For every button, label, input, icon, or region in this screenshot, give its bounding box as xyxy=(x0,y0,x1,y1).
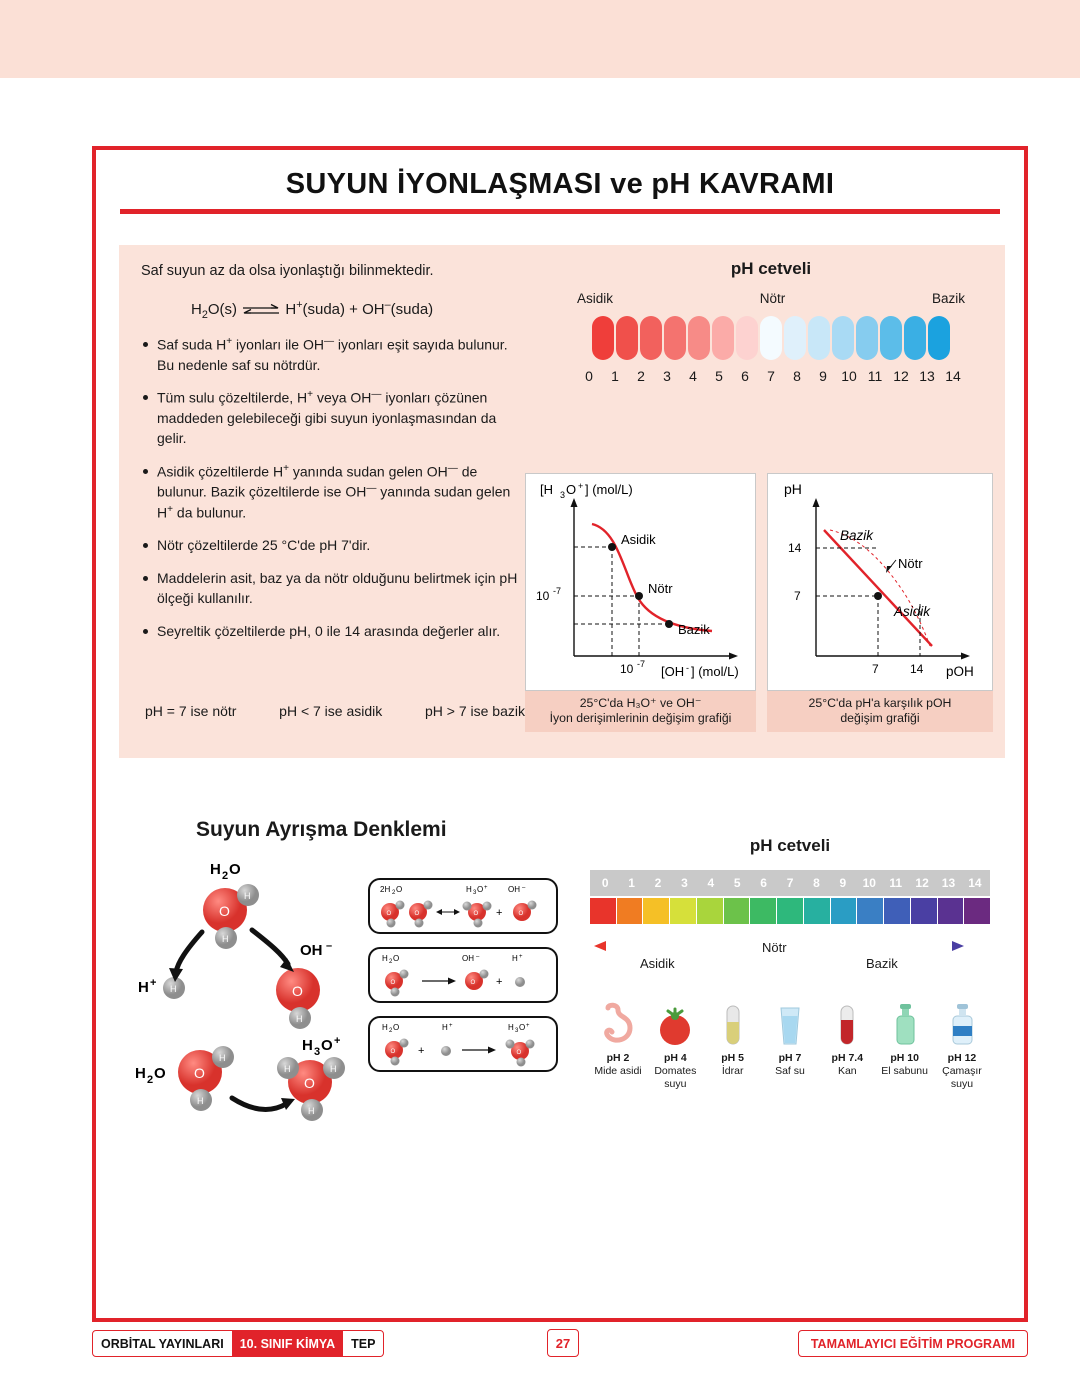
ph-color-cell-10 xyxy=(857,898,883,924)
list-item: Maddelerin asit, baz ya da nötr olduğunu belirtmek için pH ölçeği kullanılır. xyxy=(157,569,525,609)
ph-color-cell-11 xyxy=(884,898,910,924)
svg-text:O: O xyxy=(194,1065,205,1081)
main-content-panel xyxy=(119,245,1005,758)
svg-text:OH: OH xyxy=(300,942,323,959)
svg-text:pH: pH xyxy=(784,481,802,497)
page-title: SUYUN İYONLAŞMASI ve pH KAVRAMI xyxy=(285,168,835,200)
ph-scale-bottom-numbers xyxy=(590,870,990,896)
svg-text:H: H xyxy=(382,954,388,963)
ph-number-7: 7 xyxy=(767,368,775,384)
footer-left-badge xyxy=(92,1330,384,1357)
ph-item-name: El sabunu xyxy=(881,1065,928,1078)
water-ionization-equation: $H_2O(s)$ H+(suda) + OH–(suda) xyxy=(191,299,434,321)
page-footer xyxy=(92,1330,1028,1356)
svg-text:O: O xyxy=(516,1050,522,1056)
svg-text:H: H xyxy=(308,1106,315,1116)
label-acidik: Asidik xyxy=(577,291,614,306)
ph-color-cell-14 xyxy=(964,898,990,924)
svg-text:O: O xyxy=(229,861,241,878)
ph-bar-14 xyxy=(928,316,950,360)
ph-number-1: 1 xyxy=(611,368,619,384)
top-color-band xyxy=(0,0,1080,78)
svg-text:OH: OH xyxy=(508,885,520,894)
ph-number-bottom-8: 8 xyxy=(813,876,820,890)
ph-color-cell-4 xyxy=(697,898,723,924)
ph-value: pH 7 xyxy=(778,1052,802,1064)
svg-text:2: 2 xyxy=(147,1074,154,1086)
svg-text:H: H xyxy=(296,1014,303,1024)
equation-card-3 xyxy=(368,1016,558,1072)
ph-bar-0 xyxy=(592,316,614,360)
caption-line-2: değişim grafiği xyxy=(840,711,920,726)
svg-text:H: H xyxy=(302,1037,313,1054)
svg-text:O: O xyxy=(304,1075,315,1091)
ph-item-name: Kan xyxy=(837,1065,857,1078)
svg-text:H: H xyxy=(135,1065,146,1082)
ph-bar-2 xyxy=(640,316,662,360)
svg-text:O: O xyxy=(396,885,403,894)
graph-h3o-oh-svg xyxy=(526,474,755,690)
svg-text:H: H xyxy=(466,885,472,894)
svg-text:H: H xyxy=(442,1023,448,1032)
ph-scale-bottom-axis xyxy=(590,936,990,976)
svg-text:2: 2 xyxy=(222,870,229,882)
label-bazik: Bazik xyxy=(931,291,965,306)
svg-text:H: H xyxy=(330,1064,337,1074)
ph-example-ph-10 xyxy=(881,986,929,1091)
ph-example-ph-12 xyxy=(938,986,986,1091)
ph-number-bottom-6: 6 xyxy=(760,876,767,890)
svg-text:O: O xyxy=(470,980,476,986)
ph-rule-acid: pH < 7 ise asidik xyxy=(279,703,383,719)
ph-bar-13 xyxy=(904,316,926,360)
ph-bar-9 xyxy=(808,316,830,360)
svg-text:+: + xyxy=(484,885,488,891)
svg-text:H: H xyxy=(382,1023,388,1032)
svg-text:O: O xyxy=(393,954,400,963)
ph-value: pH 2 xyxy=(606,1052,630,1064)
ph-number-bottom-2: 2 xyxy=(654,876,662,890)
ph-number-2: 2 xyxy=(637,368,645,384)
svg-text:] (mol/L): ] (mol/L) xyxy=(691,664,739,679)
svg-text:14: 14 xyxy=(910,662,924,676)
test-tube-icon xyxy=(709,986,757,1048)
caption-line-1: 25°C'da pH'a karşılık pOH xyxy=(808,696,952,710)
graph-ph-poh xyxy=(767,473,993,691)
svg-text:O: O xyxy=(477,885,484,894)
ph-example-ph-2 xyxy=(594,986,642,1091)
svg-text:2: 2 xyxy=(392,890,396,896)
left-text-column xyxy=(131,257,531,655)
graph-ph-poh-caption xyxy=(767,691,993,732)
intro-sentence: Saf suyun az da olsa iyonlaştığı bilinmektedir. xyxy=(141,263,434,279)
svg-text:–: – xyxy=(326,940,333,952)
svg-text:H: H xyxy=(222,934,229,944)
caption-line-2: İyon derişimlerinin değişim grafiği xyxy=(549,711,732,726)
ph-bar-12 xyxy=(880,316,902,360)
graph-h3o-oh-caption xyxy=(525,691,756,732)
ph-example-ph-7-4 xyxy=(823,986,871,1091)
list-item: Nötr çözeltilerde 25 °C'de pH 7'dir. xyxy=(157,536,525,556)
ph-bar-7 xyxy=(760,316,782,360)
ph-number-12: 12 xyxy=(893,368,909,384)
ph-number-11: 11 xyxy=(867,368,883,384)
label-notr: Nötr xyxy=(759,291,786,306)
svg-text:3: 3 xyxy=(560,490,566,500)
ph-color-cell-7 xyxy=(777,898,803,924)
svg-text:] (mol/L): ] (mol/L) xyxy=(585,482,633,497)
ph-number-bottom-1: 1 xyxy=(628,876,635,890)
svg-text:+: + xyxy=(418,1045,425,1057)
ph-number-bottom-7: 7 xyxy=(786,876,794,890)
ph-color-cell-12 xyxy=(911,898,937,924)
svg-text:+: + xyxy=(578,481,584,491)
svg-text:3: 3 xyxy=(314,1046,321,1058)
ph-value: pH 10 xyxy=(890,1052,919,1064)
ph-bar-6 xyxy=(736,316,758,360)
svg-text:–: – xyxy=(522,885,526,891)
ph-bar-8 xyxy=(784,316,806,360)
ph-color-cell-2 xyxy=(643,898,669,924)
svg-text:14: 14 xyxy=(788,541,802,555)
svg-text:+: + xyxy=(526,1023,530,1029)
ph-color-cell-3 xyxy=(670,898,696,924)
svg-text:3: 3 xyxy=(473,890,477,896)
soap-bottle-icon xyxy=(881,986,929,1048)
ph-number-bottom-0: 0 xyxy=(601,876,609,890)
ph-number-10: 10 xyxy=(841,368,857,384)
svg-text:10: 10 xyxy=(620,662,634,676)
ph-number-14: 14 xyxy=(945,368,961,384)
svg-text:H: H xyxy=(284,1064,291,1074)
ph-color-cell-1 xyxy=(617,898,643,924)
svg-text:+: + xyxy=(334,1035,341,1047)
tag-label: TEP xyxy=(351,1336,376,1351)
ph-number-bottom-14: 14 xyxy=(968,876,982,890)
ph-color-cell-0 xyxy=(590,898,616,924)
ph-bar-1 xyxy=(616,316,638,360)
svg-text:7: 7 xyxy=(872,662,879,676)
label-asidik-bottom: Asidik xyxy=(640,956,675,971)
equation-card-2 xyxy=(368,947,558,1003)
svg-text:+: + xyxy=(496,907,503,919)
equation-card-2-svg xyxy=(370,949,556,999)
stomach-icon xyxy=(594,986,642,1048)
ph-scale-top xyxy=(549,259,993,384)
svg-text:+: + xyxy=(496,976,503,988)
ph-number-3: 3 xyxy=(663,368,671,384)
water-glass-icon xyxy=(766,986,814,1048)
ph-bar-11 xyxy=(856,316,878,360)
title-underline xyxy=(120,209,1000,214)
ph-item-name: Saf su xyxy=(775,1065,805,1078)
svg-text:O: O xyxy=(519,1023,526,1032)
svg-text:+: + xyxy=(150,977,157,989)
svg-text:O: O xyxy=(219,903,230,919)
ph-bar-4 xyxy=(688,316,710,360)
ph-item-name: İdrar xyxy=(721,1065,744,1078)
ph-number-bottom-10: 10 xyxy=(862,876,876,890)
equation-card-1-svg xyxy=(370,880,556,930)
svg-text:H: H xyxy=(138,979,149,996)
svg-text:O: O xyxy=(386,911,392,917)
ph-scale-top-bars xyxy=(549,316,993,360)
tomato-icon xyxy=(651,986,699,1048)
ph-number-bottom-4: 4 xyxy=(707,876,715,890)
ph-number-bottom-3: 3 xyxy=(681,876,688,890)
bullet-list xyxy=(131,335,531,642)
svg-text:Bazik: Bazik xyxy=(840,528,874,543)
graph-ph-poh-svg xyxy=(768,474,992,690)
ph-bar-5 xyxy=(712,316,734,360)
ph-number-9: 9 xyxy=(819,368,827,384)
svg-text:H: H xyxy=(210,861,221,878)
ph-number-5: 5 xyxy=(715,368,723,384)
ph-color-cell-8 xyxy=(804,898,830,924)
ph-value: pH 4 xyxy=(663,1052,687,1064)
label-bazik-bottom: Bazik xyxy=(866,956,898,971)
svg-text:2H: 2H xyxy=(380,885,391,894)
svg-text:+: + xyxy=(449,1023,453,1029)
ph-scale-bottom-title: pH cetveli xyxy=(749,836,831,855)
label-notr-bottom: Nötr xyxy=(762,940,787,955)
ph-color-cell-9 xyxy=(831,898,857,924)
svg-text:2: 2 xyxy=(389,1028,393,1034)
svg-text:OH: OH xyxy=(462,954,474,963)
svg-text:7: 7 xyxy=(794,589,801,603)
svg-text:H: H xyxy=(508,1023,514,1032)
ph-scale-bottom xyxy=(590,836,990,1091)
program-badge: TAMAMLAYICI EĞİTİM PROGRAMI xyxy=(798,1330,1028,1357)
svg-text:[H: [H xyxy=(540,482,553,497)
ph-item-name: Domates suyu xyxy=(654,1065,697,1091)
equation-cards xyxy=(368,878,558,1085)
list-item: Tüm sulu çözeltilerde, H+ veya OH— iyonları çözünen maddeden gelebileceği gibi suyun iyonlaşmasından da gelir. xyxy=(157,388,525,448)
ph-value: pH 7.4 xyxy=(831,1052,864,1064)
equation-card-1 xyxy=(368,878,558,934)
svg-text:Bazik: Bazik xyxy=(678,622,710,637)
ph-scale-top-title: pH cetveli xyxy=(730,259,812,278)
svg-text:O: O xyxy=(518,911,524,917)
svg-text:H: H xyxy=(219,1053,226,1063)
graph-h3o-oh xyxy=(525,473,756,691)
svg-text:–: – xyxy=(476,954,480,960)
list-item: Saf suda H+ iyonları ile OH— iyonları eşit sayıda bulunur. Bu nedenle saf su nötrdür. xyxy=(157,335,525,375)
svg-text:-7: -7 xyxy=(637,659,646,669)
svg-text:O: O xyxy=(390,1049,396,1055)
ph-color-cell-5 xyxy=(724,898,750,924)
course-label: 10. SINIF KİMYA xyxy=(232,1331,343,1356)
svg-text:-: - xyxy=(686,663,689,673)
title-area xyxy=(96,150,1024,214)
ph-number-6: 6 xyxy=(741,368,749,384)
svg-text:Nötr: Nötr xyxy=(648,581,673,596)
dissociation-title: Suyun Ayrışma Denklemi xyxy=(196,818,447,841)
svg-text:2: 2 xyxy=(389,959,393,965)
ph-number-8: 8 xyxy=(793,368,801,384)
svg-text:pOH: pOH xyxy=(946,664,974,679)
svg-text:10: 10 xyxy=(536,589,550,603)
svg-text:[OH: [OH xyxy=(661,664,685,679)
svg-text:+: + xyxy=(519,954,523,960)
svg-text:O: O xyxy=(321,1037,333,1054)
ph-item-name: Mide asidi xyxy=(594,1065,642,1078)
ph-item-name: Çamaşır suyu xyxy=(942,1065,982,1091)
svg-text:Asidik: Asidik xyxy=(894,604,931,619)
svg-text:O: O xyxy=(390,980,396,986)
ph-number-4: 4 xyxy=(689,368,697,384)
caption-line-1: 25°C'da H₃O⁺ ve OH⁻ xyxy=(579,696,702,710)
ph-number-0: 0 xyxy=(585,368,593,384)
bleach-bottle-icon xyxy=(938,986,986,1048)
ph-scale-bottom-colors xyxy=(590,898,990,924)
svg-text:Nötr: Nötr xyxy=(898,556,923,571)
ph-scale-top-numbers xyxy=(549,368,993,384)
ph-example-ph-7 xyxy=(766,986,814,1091)
svg-text:O: O xyxy=(154,1065,166,1082)
svg-text:O: O xyxy=(292,983,303,999)
ph-example-items xyxy=(590,986,990,1091)
svg-text:O: O xyxy=(393,1023,400,1032)
ph-value: pH 5 xyxy=(721,1052,745,1064)
ph-rule-base: pH > 7 ise bazik xyxy=(424,703,525,719)
svg-text:Asidik: Asidik xyxy=(621,532,656,547)
list-item: Seyreltik çözeltilerde pH, 0 ile 14 arasında değerler alır. xyxy=(157,622,525,642)
equilibrium-arrow-icon xyxy=(241,303,281,317)
equation-card-3-svg xyxy=(370,1018,556,1068)
ph-rule-neutral: pH = 7 ise nötr xyxy=(145,703,237,719)
page-number: 27 xyxy=(547,1329,579,1357)
svg-text:3: 3 xyxy=(515,1028,519,1034)
svg-text:H: H xyxy=(244,891,251,901)
ph-bar-10 xyxy=(832,316,854,360)
svg-text:H: H xyxy=(512,954,518,963)
ph-number-bottom-9: 9 xyxy=(839,876,847,890)
list-item: Asidik çözeltilerde H+ yanında sudan gelen OH— de bulunur. Bazik çözeltilerde ise OH— yanında sudan gelen H+ da bulunur. xyxy=(157,462,525,524)
svg-text:O: O xyxy=(473,911,479,917)
svg-text:O: O xyxy=(566,482,577,497)
ph-number-13: 13 xyxy=(919,368,935,384)
blood-tube-icon xyxy=(823,986,871,1048)
ph-scale-top-labels xyxy=(549,291,993,306)
ph-number-bottom-5: 5 xyxy=(733,876,741,890)
ph-value: pH 12 xyxy=(947,1052,977,1064)
ph-number-bottom-13: 13 xyxy=(941,876,956,890)
ph-rules-row xyxy=(131,697,531,719)
svg-text:H: H xyxy=(170,984,177,994)
ph-color-cell-6 xyxy=(750,898,776,924)
publisher-label: ORBİTAL YAYINLARI xyxy=(101,1336,224,1351)
ph-number-bottom-11: 11 xyxy=(889,876,903,890)
svg-text:O: O xyxy=(414,911,420,917)
svg-text:H: H xyxy=(197,1096,204,1106)
ph-bar-3 xyxy=(664,316,686,360)
ph-example-ph-4 xyxy=(651,986,699,1091)
ph-number-bottom-12: 12 xyxy=(915,876,929,890)
ph-example-ph-5 xyxy=(709,986,757,1091)
ph-color-cell-13 xyxy=(938,898,964,924)
svg-text:-7: -7 xyxy=(553,586,562,596)
